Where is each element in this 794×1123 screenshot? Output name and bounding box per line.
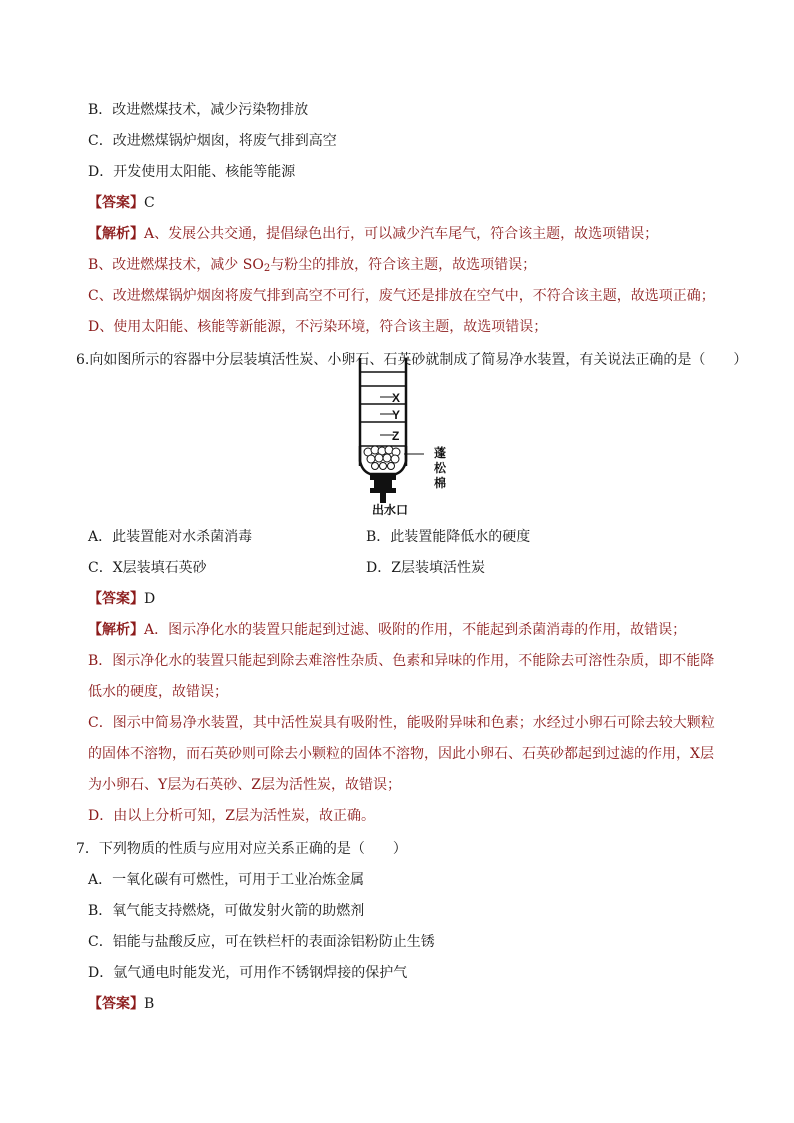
q6-option-d: D．Z层装填活性炭 xyxy=(366,560,485,576)
q7-answer xyxy=(88,994,154,1014)
q6-analysis-a xyxy=(88,620,686,640)
q5-answer xyxy=(88,193,155,213)
label-cotton-3: 棉 xyxy=(434,476,447,490)
q5-option-d: D．开发使用太阳能、核能等能源 xyxy=(88,164,296,180)
answer-value: D xyxy=(144,591,156,607)
label-x: X xyxy=(392,391,401,405)
water-filter-apparatus-figure xyxy=(350,356,460,516)
answer-tag: 【答案】 xyxy=(88,996,144,1012)
answer-value: B xyxy=(144,996,155,1012)
q6-option-b: B．此装置能降低水的硬度 xyxy=(366,529,531,545)
q7-option-c: C．铝能与盐酸反应，可在铁栏杆的表面涂铝粉防止生锈 xyxy=(88,934,435,950)
label-y: Y xyxy=(392,408,401,422)
q7-stem: 7．下列物质的性质与应用对应关系正确的是（ ） xyxy=(76,841,407,857)
q6-analysis-c-3: 为小卵石、Y层为石英砂、Z层为活性炭，故错误； xyxy=(88,777,401,793)
q5-analysis-c: C、改进燃煤锅炉烟囱将废气排到高空不可行，废气还是排放在空气中，不符合该主题，故选项正确； xyxy=(88,288,715,304)
q6-option-c: C．X层装填石英砂 xyxy=(88,560,207,576)
q6-analysis-c-2: 的固体不溶物，而石英砂则可除去小颗粒的固体不溶物，因此小卵石、石英砂都起到过滤的作用，X层 xyxy=(88,746,714,762)
q6-analysis-d: D．由以上分析可知，Z层为活性炭，故正确。 xyxy=(88,808,375,824)
q5-analysis-a xyxy=(88,224,658,244)
q5-analysis-b xyxy=(88,255,536,279)
q5-option-c: C．改进燃煤锅炉烟囱，将废气排到高空 xyxy=(88,133,337,149)
label-cotton-2: 松 xyxy=(434,461,447,475)
q6-option-a: A．此装置能对水杀菌消毒 xyxy=(88,529,253,545)
analysis-tag: 【解析】 xyxy=(88,622,144,638)
q5-option-b: B．改进燃煤技术，减少污染物排放 xyxy=(88,102,309,118)
answer-value: C xyxy=(144,195,155,211)
analysis-text: A、发展公共交通，提倡绿色出行，可以减少汽车尾气，符合该主题，故选项错误； xyxy=(144,226,659,242)
analysis-text: A．图示净化水的装置只能起到过滤、吸附的作用，不能起到杀菌消毒的作用，故错误； xyxy=(144,622,687,638)
analysis-tag: 【解析】 xyxy=(88,226,144,242)
subscript: 2 xyxy=(263,263,271,274)
q7-option-a: A．一氧化碳有可燃性，可用于工业冶炼金属 xyxy=(88,872,365,888)
q7-option-d: D．氩气通电时能发光，可用作不锈钢焊接的保护气 xyxy=(88,965,408,981)
analysis-text: B、改进燃煤技术，减少 SO xyxy=(88,257,264,273)
q6-analysis-b-2: 低水的硬度，故错误； xyxy=(88,684,228,700)
answer-tag: 【答案】 xyxy=(88,195,144,211)
q6-stem: 6.向如图所示的容器中分层装填活性炭、小卵石、石英砂就制成了简易净水装置，有关说法正确的是（ ） xyxy=(76,352,748,368)
q7-option-b: B．氧气能支持燃烧，可做发射火箭的助燃剂 xyxy=(88,903,365,919)
analysis-text: 与粉尘的排放，符合该主题，故选项错误； xyxy=(270,257,537,273)
label-outlet: 出水口 xyxy=(372,503,409,516)
q5-analysis-d: D、使用太阳能、核能等新能源，不污染环境，符合该主题，故选项错误； xyxy=(88,319,548,335)
label-cotton-1: 蓬 xyxy=(434,446,447,460)
q6-analysis-b-1: B．图示净化水的装置只能起到除去难溶性杂质、色素和异味的作用，不能除去可溶性杂质，即不能降 xyxy=(88,653,715,669)
q6-answer xyxy=(88,589,155,609)
answer-tag: 【答案】 xyxy=(88,591,144,607)
label-z: Z xyxy=(392,429,400,443)
q6-analysis-c-1: C．图示中简易净水装置，其中活性炭具有吸附性，能吸附异味和色素；水经过小卵石可除去较大颗粒 xyxy=(88,715,715,731)
